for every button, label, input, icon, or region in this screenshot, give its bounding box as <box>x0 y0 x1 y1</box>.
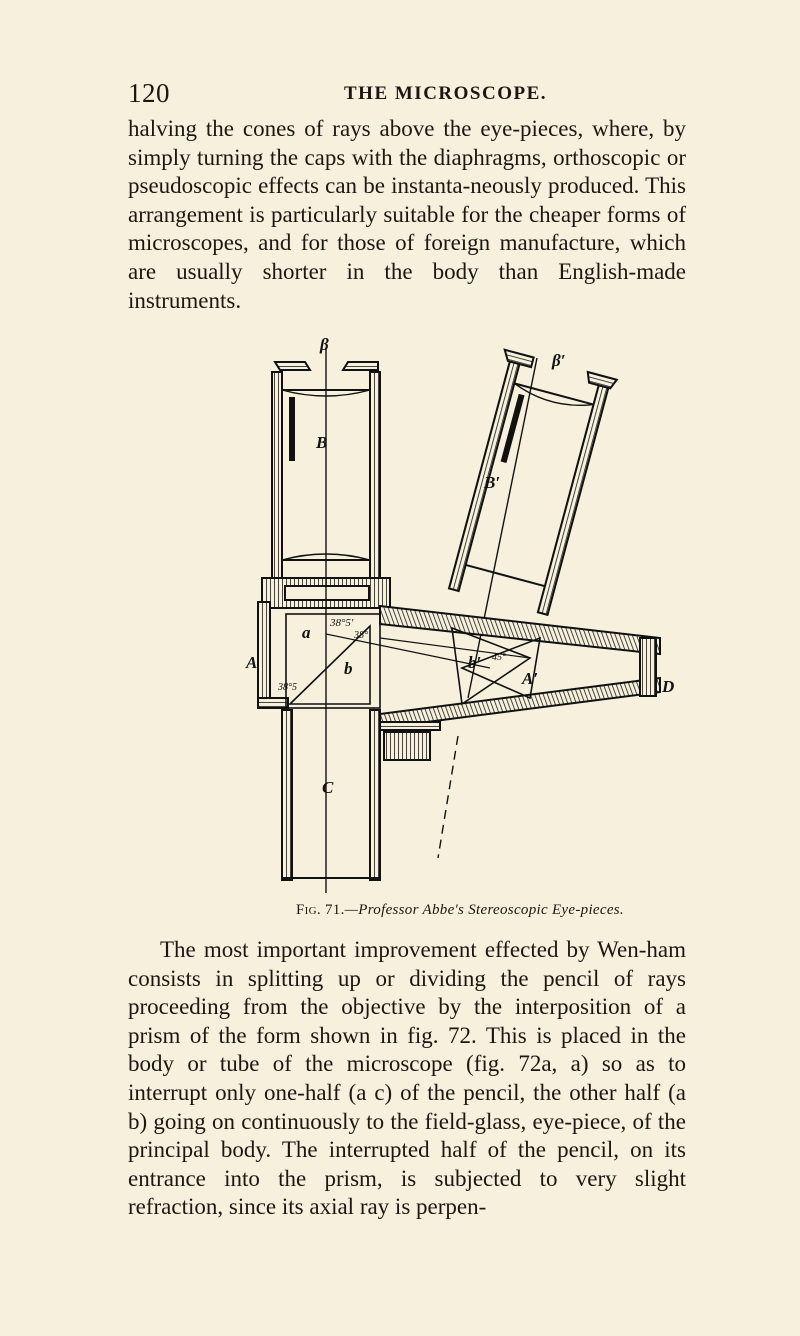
label-angle-4: 45° <box>492 652 506 663</box>
label-angle-3: 38°5 <box>278 682 297 693</box>
lower-body-tube <box>282 710 440 880</box>
page-number: 120 <box>128 78 170 108</box>
figure-number: Fig. 71. <box>296 902 345 918</box>
right-eyepiece-tube <box>441 350 616 617</box>
label-beta-prime: β′ <box>552 351 566 370</box>
paragraph-2: The most important improvement effected by Wen-ham consists in splitting up or dividing the pencil of rays proceeding from the objective by the interposition of a prism of the form shown in fig. 72. This is placed in the body or tube of the microscope (fig. 72a, a) so as to interrupt only one-half (a c) of the pencil, the other half (a b) going on continuously to the field-glass, eye-piece, of the principal body. The interrupted half of the pencil, on its entrance into the prism, is subjected to very slight refraction, since its axial ray is perpen- <box>128 937 686 1220</box>
prism-housing <box>258 602 660 728</box>
eyepiece-diagram <box>230 338 690 903</box>
figure-abbe-stereoscopic-eyepieces <box>230 338 690 908</box>
figure-caption <box>230 902 690 919</box>
figure-title: —Professor Abbe's Stereoscopic Eye-pieces. <box>344 902 624 918</box>
label-b: b <box>344 659 353 678</box>
label-beta: β <box>320 338 329 354</box>
label-a: a <box>302 623 311 642</box>
label-angle-2: 38° <box>354 630 368 641</box>
label-A-prime: A′ <box>522 669 539 688</box>
label-D: D <box>662 677 675 696</box>
label-b-prime: b′ <box>468 653 482 672</box>
label-B-prime: B′ <box>484 473 501 492</box>
label-A: A <box>246 653 258 672</box>
running-head <box>128 78 688 112</box>
label-C: C <box>322 778 334 797</box>
label-angle-1: 38°5′ <box>330 617 354 629</box>
running-title: THE MICROSCOPE. <box>344 83 548 104</box>
paragraph-1: halving the cones of rays above the eye-pieces, where, by simply turning the caps with the diaphragms, orthoscopic or pseudoscopic effects can be instanta-neously produced. This arrangement is particularly suitable for the cheaper forms of microscopes, and for those of foreign manufacture, which are usually shorter in the body than English-made instruments. <box>128 116 686 313</box>
label-B: B <box>316 433 328 452</box>
